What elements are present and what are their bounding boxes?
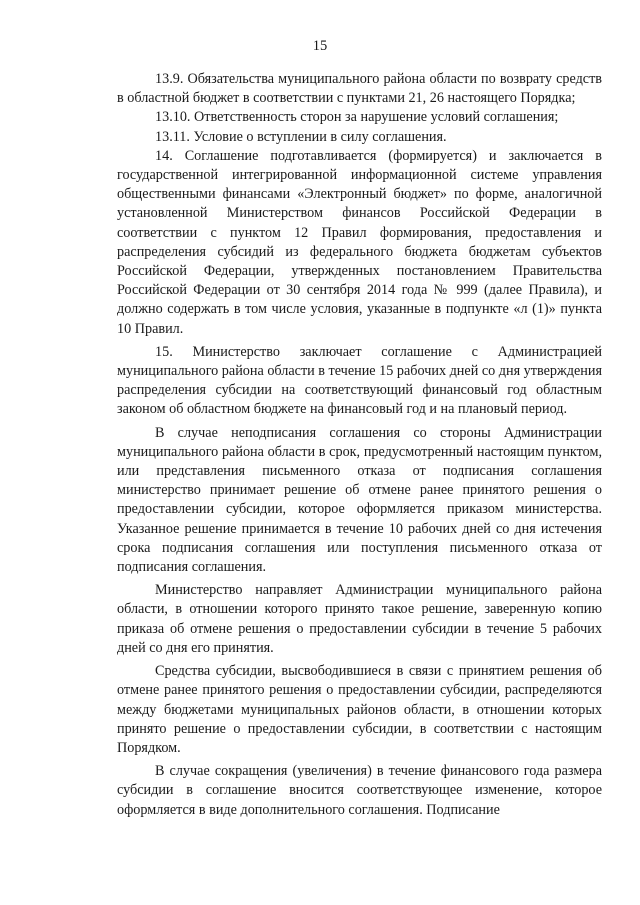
document-body bbox=[117, 70, 602, 824]
paragraph-15-notice: Министерство направляет Администрации муниципального района области, в отношении которого принято такое решение, заверенную копию приказа об отмене решения о предоставлении субсидии в течение 5 рабочих дней со дня его принятия. bbox=[117, 582, 602, 656]
paragraph-15: 15. Министерство заключает соглашение с Администрацией муниципального района области в течение 15 рабочих дней со дня утверждения распределения субсидии на соответствующий финансовый год областным законом об областном бюджете на финансовый год и на плановый период. bbox=[117, 343, 602, 418]
paragraph-13-11: 13.11. Условие о вступлении в силу соглашения. bbox=[155, 128, 447, 145]
paragraph-13-9: 13.9. Обязательства муниципального района области по возврату средств в областной бюджет в соответствии с пунктами 21, 26 настоящего Порядка; bbox=[117, 71, 602, 107]
paragraph-13-10: 13.10. Ответственность сторон за нарушение условий соглашения; bbox=[155, 109, 559, 126]
paragraph-15-refusal: В случае неподписания соглашения со стороны Администрации муниципального района области в срок, предусмотренный настоящим пунктом, или представления письменного отказа от подписания соглашения министерство принимает решение об отмене ранее принятого решения о предоставлении субсидии, которое оформляется приказом министерства. Указанное решение принимается в течение 10 рабочих дней со дня истечения срока подписания соглашения или поступления письменного отказа от подписания соглашения. bbox=[117, 424, 602, 576]
paragraph-14: 14. Соглашение подготавливается (формируется) и заключается в государственной интегрированной информационной системе управления общественными финансами «Электронный бюджет» по форме, аналогичной установленной Министерством финансов Российской Федерации в соответствии с пунктом 12 Правил формирования, предоставления и распределения субсидий из федерального бюджета бюджетам субъектов Российской Федерации, утвержденных постановлением Правительства Российской Федерации от 30 сентября 2014 года № 999 (далее Правила), и должно содержать в том числе условия, указанные в подпункте «л (1)» пункта 10 Правил. bbox=[117, 147, 602, 337]
paragraph-15-redistribution: Средства субсидии, высвободившиеся в связи с принятием решения об отмене ранее принятого решения о предоставлении субсидии, распределяются между бюджетами муниципальных районов области, в отношении которых принято решение о предоставлении субсидии, в соответствии с настоящим Порядком. bbox=[117, 663, 602, 756]
paragraph-15-amendment: В случае сокращения (увеличения) в течение финансового года размера субсидии в соглашение вносится соответствующее изменение, которое оформляется в виде дополнительного соглашения. Подписание bbox=[117, 763, 602, 818]
page-number: 15 bbox=[312, 38, 328, 54]
